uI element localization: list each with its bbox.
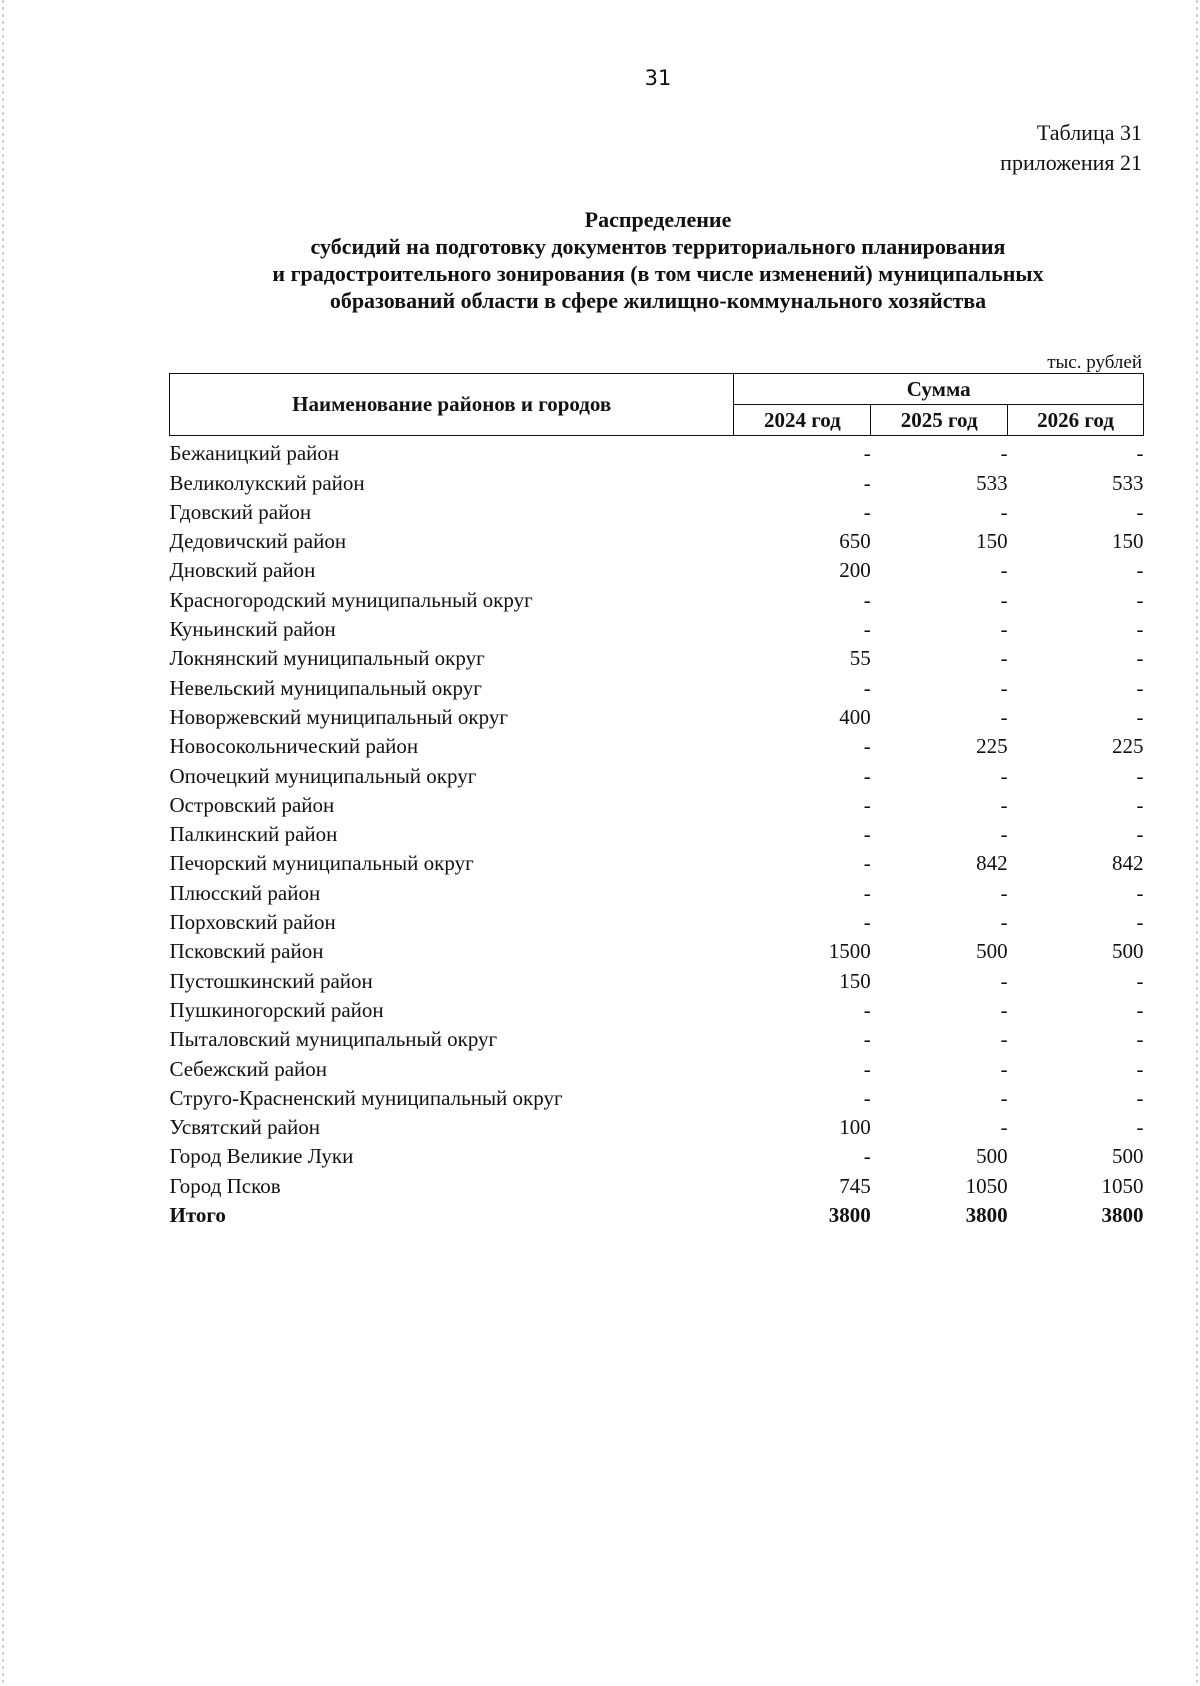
row-value-2024: - [863,1144,871,1169]
row-name: Новосокольнический район [169,734,419,759]
row-name: Город Псков [169,1173,281,1198]
header-2025: 2025 год [871,405,1008,436]
row-value-2026: 225 [1112,734,1144,759]
title-line-3: и градостроительного зонирования (в том числе изменений) муниципальных [272,261,1044,286]
row-value-2026: - [1136,675,1144,700]
table-row [170,670,1144,699]
units-label: тыс. рублей [1047,352,1142,373]
row-value-2026: 1050 [1101,1173,1144,1198]
row-name: Себежский район [169,1056,327,1081]
row-value-2024: 1500 [828,939,871,964]
document-title [200,206,1116,314]
row-value-2024: 100 [839,1115,871,1140]
row-value-2026: - [1136,880,1144,905]
table-row [170,758,1144,787]
row-value-2025: 533 [976,470,1008,495]
header-2026: 2026 год [1008,405,1144,436]
row-name: Пушкиногорский район [169,997,384,1022]
row-value-2025: 500 [976,939,1008,964]
row-value-2025: - [1000,617,1008,642]
table-row [170,875,1144,904]
row-value-2024: - [863,617,871,642]
row-name: Локнянский муниципальный округ [169,646,485,671]
row-value-2024: - [863,587,871,612]
row-value-2024: 55 [849,646,871,671]
table-row [170,495,1144,524]
row-value-2024: - [863,880,871,905]
row-value-2026: 150 [1112,529,1144,554]
row-value-2024: - [863,822,871,847]
scan-edge-left [2,0,4,1686]
table-row [170,817,1144,846]
row-name: Печорский муниципальный округ [169,851,474,876]
row-value-2025: - [1000,1085,1008,1110]
table-row [170,963,1144,992]
row-value-2026: - [1136,499,1144,524]
table-row [170,934,1144,963]
row-value-2026: - [1136,968,1144,993]
row-value-2026: - [1136,587,1144,612]
table-reference [1000,118,1142,178]
row-value-2026: - [1136,617,1144,642]
row-name: Опочецкий муниципальный округ [169,763,477,788]
page-number: 31 [644,66,672,90]
scan-edge-right [1196,0,1198,1686]
row-value-2024: - [863,441,871,466]
header-name: Наименование районов и городов [170,374,734,436]
row-value-2025: - [1000,499,1008,524]
table-ref-line-2: приложения 21 [1000,150,1142,175]
row-value-2025: 842 [976,851,1008,876]
row-value-2025: - [1000,763,1008,788]
row-value-2024: - [863,470,871,495]
total-name: Итого [169,1203,226,1228]
row-value-2026: - [1136,1115,1144,1140]
row-value-2026: - [1136,822,1144,847]
row-value-2024: - [863,734,871,759]
row-value-2026: - [1136,558,1144,583]
row-value-2024: 150 [839,968,871,993]
row-value-2025: 1050 [965,1173,1008,1198]
table-row [170,465,1144,494]
row-value-2025: - [1000,968,1008,993]
row-value-2026: 500 [1112,1144,1144,1169]
row-value-2026: - [1136,763,1144,788]
row-name: Великолукский район [169,470,365,495]
table-row [170,1168,1144,1197]
row-value-2025: - [1000,792,1008,817]
table-row [170,905,1144,934]
row-value-2024: - [863,1085,871,1110]
row-name: Палкинский район [169,822,338,847]
table-row [170,641,1144,670]
row-value-2024: - [863,675,871,700]
table-row [170,846,1144,875]
row-value-2025: - [1000,997,1008,1022]
row-value-2026: - [1136,997,1144,1022]
total-row [170,1198,1144,1227]
total-2024: 3800 [828,1203,871,1228]
row-name: Невельский муниципальный округ [169,675,482,700]
row-name: Островский район [169,792,335,817]
row-name: Пыталовский муниципальный округ [169,1027,498,1052]
subsidy-table [169,373,1144,1227]
row-value-2026: - [1136,704,1144,729]
table-header [170,374,1144,436]
row-value-2024: 650 [839,529,871,554]
row-value-2025: 150 [976,529,1008,554]
table-row [170,1081,1144,1110]
row-name: Новоржевский муниципальный округ [169,704,508,729]
table-ref-line-1: Таблица 31 [1036,120,1142,145]
table-row [170,700,1144,729]
row-name: Бежаницкий район [169,441,340,466]
row-name: Струго-Красненский муниципальный округ [169,1085,563,1110]
row-value-2024: - [863,763,871,788]
row-value-2026: - [1136,1027,1144,1052]
row-value-2026: 500 [1112,939,1144,964]
title-line-2: субсидий на подготовку документов территориального планирования [310,234,1006,259]
row-value-2025: - [1000,558,1008,583]
row-value-2024: 400 [839,704,871,729]
row-value-2026: - [1136,1085,1144,1110]
row-value-2026: - [1136,646,1144,671]
row-name: Красногородский муниципальный округ [169,587,533,612]
row-value-2026: 842 [1112,851,1144,876]
row-value-2024: 745 [839,1173,871,1198]
table-row [170,729,1144,758]
table-row [170,1139,1144,1168]
total-2025: 3800 [965,1203,1008,1228]
row-value-2024: - [863,1056,871,1081]
row-value-2024: 200 [839,558,871,583]
total-2026: 3800 [1101,1203,1144,1228]
table-row [170,553,1144,582]
table-row [170,993,1144,1022]
table-row [170,582,1144,611]
row-value-2025: - [1000,880,1008,905]
row-value-2024: - [863,851,871,876]
row-value-2026: - [1136,1056,1144,1081]
row-value-2024: - [863,997,871,1022]
row-name: Псковский район [169,939,324,964]
row-value-2024: - [863,1027,871,1052]
row-value-2024: - [863,499,871,524]
header-2024: 2024 год [734,405,871,436]
table-row [170,436,1144,466]
row-name: Гдовский район [169,499,312,524]
row-value-2025: - [1000,822,1008,847]
title-line-1: Распределение [584,207,732,232]
row-value-2026: - [1136,910,1144,935]
row-value-2025: - [1000,1115,1008,1140]
row-value-2025: 225 [976,734,1008,759]
table-row [170,1110,1144,1139]
row-value-2025: - [1000,646,1008,671]
table-row [170,788,1144,817]
row-value-2026: - [1136,441,1144,466]
row-value-2025: - [1000,675,1008,700]
row-value-2024: - [863,910,871,935]
table-row [170,612,1144,641]
row-name: Плюсский район [169,880,321,905]
row-value-2025: - [1000,587,1008,612]
table-row [170,524,1144,553]
table-body [170,436,1144,1228]
row-value-2025: - [1000,910,1008,935]
row-name: Город Великие Луки [169,1144,354,1169]
row-value-2024: - [863,792,871,817]
row-name: Дновский район [169,558,316,583]
row-name: Усвятский район [169,1115,320,1140]
row-value-2026: - [1136,792,1144,817]
row-value-2025: - [1000,441,1008,466]
row-name: Пустошкинский район [169,968,373,993]
row-value-2025: - [1000,1027,1008,1052]
row-value-2026: 533 [1112,470,1144,495]
row-name: Куньинский район [169,617,336,642]
row-value-2025: - [1000,704,1008,729]
row-name: Дедовичский район [169,529,347,554]
row-value-2025: - [1000,1056,1008,1081]
table-row [170,1022,1144,1051]
row-name: Порховский район [169,910,336,935]
table-row [170,1051,1144,1080]
row-value-2025: 500 [976,1144,1008,1169]
title-line-4: образований области в сфере жилищно-коммунального хозяйства [329,288,987,313]
header-sum: Сумма [734,374,1144,405]
